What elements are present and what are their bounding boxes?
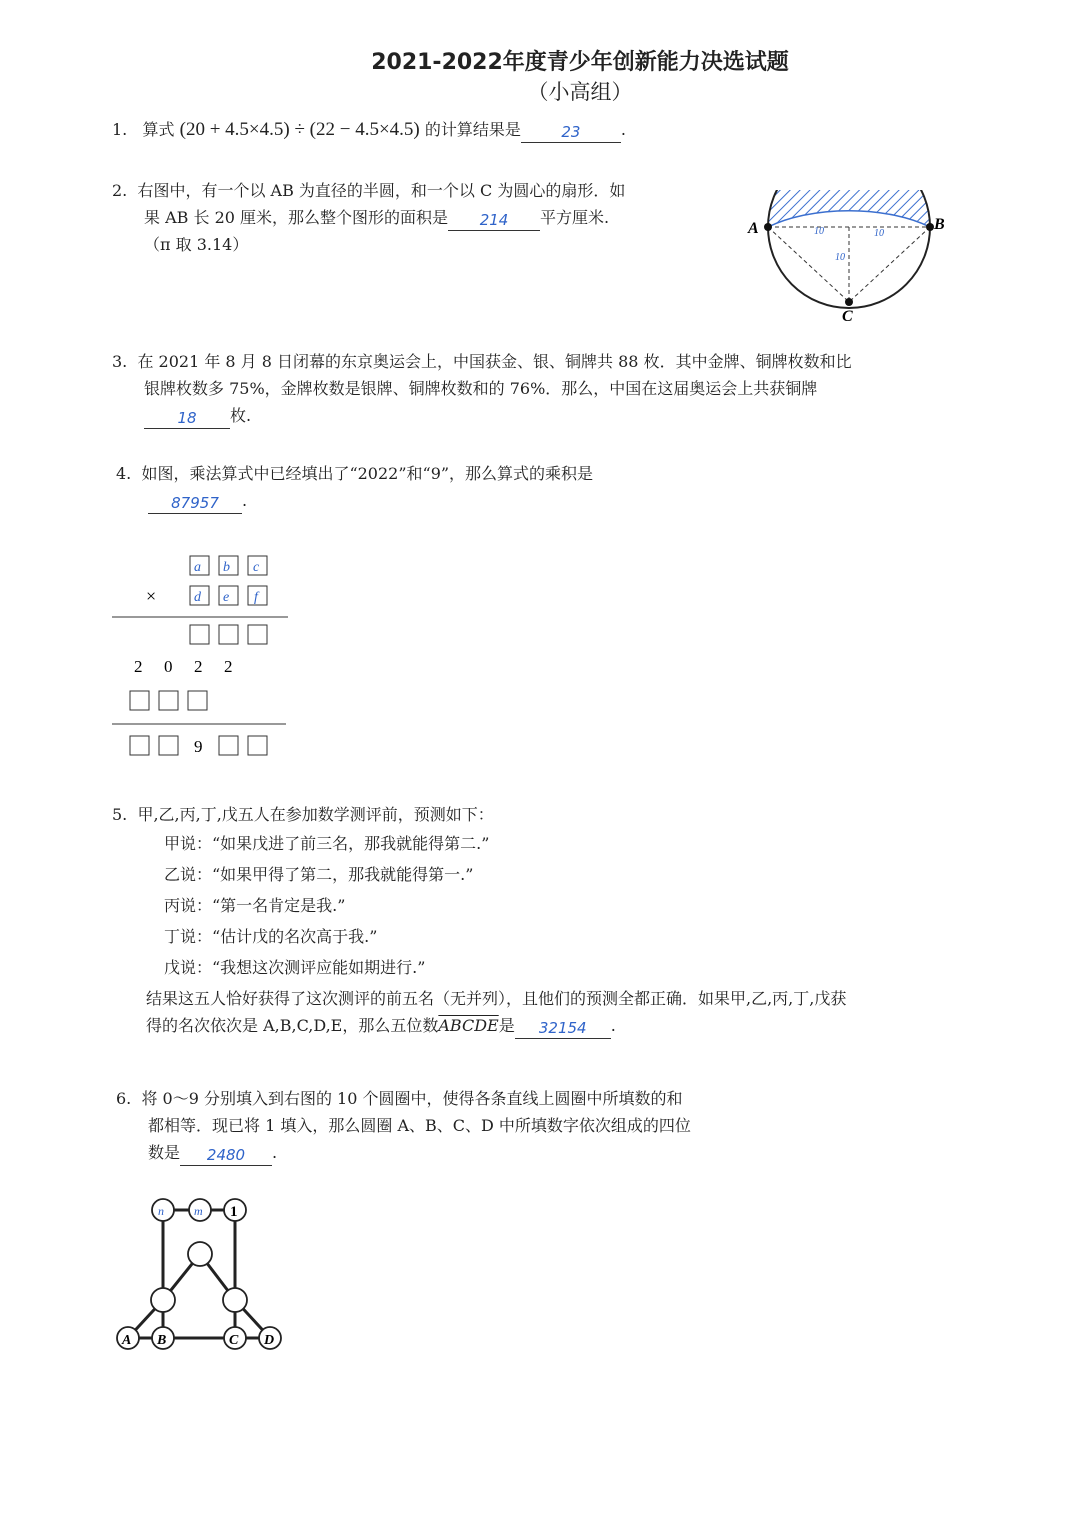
circle-label: D [264, 1333, 275, 1348]
handwritten-answer: 32154 [538, 1019, 587, 1037]
question-text: 是 [498, 1016, 515, 1035]
multiplication-puzzle [108, 550, 308, 765]
partial-product-3 [130, 691, 207, 710]
point-b [926, 223, 934, 231]
semicircle-sector-figure [740, 190, 970, 325]
question-text: 的计算结果是 [424, 120, 521, 139]
box-letter: c [253, 560, 260, 575]
connecting-lines [128, 1210, 270, 1338]
given-digit: 2 [224, 657, 233, 676]
hatched-region [768, 190, 930, 227]
given-digit: 0 [164, 657, 173, 676]
digit-box [219, 625, 238, 644]
question-4 [116, 460, 593, 514]
box-letter: f [254, 590, 258, 605]
point-a [764, 223, 772, 231]
multiplicand-row [190, 556, 267, 575]
given-digit: 2 [194, 657, 203, 676]
box-letter: b [223, 560, 230, 575]
question-3 [112, 348, 852, 429]
question-text: 如图，乘法算式中已经填出了“2022”和“9”，那么算式的乘积是 [141, 464, 594, 483]
question-5 [112, 801, 846, 1039]
circle-label: C [229, 1333, 239, 1348]
statement: 丙说：“第一名肯定是我.” [164, 896, 346, 915]
given-digit: 2 [134, 657, 143, 676]
question-text: 算式 [142, 120, 175, 139]
question-text: 得的名次依次是 A,B,C,D,E，那么五位数 [146, 1016, 439, 1035]
question-text: 果 AB 长 20 厘米，那么整个图形的面积是 [144, 208, 449, 227]
point-c [845, 298, 853, 306]
question-text: 右图中，有一个以 AB 为直径的半圆，和一个以 C 为圆心的扇形．如 [137, 181, 626, 200]
radius-ac [768, 227, 849, 302]
answer-blank [515, 1018, 611, 1039]
semicircle-arc [768, 227, 930, 308]
circle-right-mid [223, 1288, 247, 1312]
answer-blank [521, 122, 621, 143]
question-6 [116, 1085, 691, 1166]
box-letter: a [194, 560, 201, 575]
question-2 [112, 177, 625, 258]
page-title: 2021-2022年度青少年创新能力决选试题 [371, 50, 789, 75]
question-text: 甲,乙,丙,丁,戊五人在参加数学测评前，预测如下： [137, 805, 494, 824]
statement: 甲说：“如果戊进了前三名，那我就能得第二.” [164, 834, 490, 853]
punctuation: . [242, 491, 248, 510]
digit-box [248, 736, 267, 755]
question-text: 数是 [148, 1143, 181, 1162]
punctuation: . [610, 1016, 616, 1035]
question-text: （π 取 3.14） [144, 235, 249, 254]
given-digit: 9 [194, 737, 203, 756]
answer-blank [180, 1145, 272, 1166]
question-1 [112, 116, 626, 143]
length-mark: 10 [835, 252, 845, 263]
question-text: 将 0～9 分别填入到右图的 10 个圆圈中，使得各条直线上圆圈中所填数的和 [141, 1089, 683, 1108]
circle-network-figure [110, 1190, 300, 1360]
digit-box [159, 691, 178, 710]
length-mark: 10 [814, 226, 824, 237]
label-c: C [842, 308, 853, 325]
question-number: 5. [112, 805, 128, 824]
handwritten-answer: 2480 [206, 1146, 246, 1164]
handwritten-answer: 18 [177, 409, 197, 427]
question-number: 2. [112, 181, 128, 200]
question-text: 枚. [230, 406, 252, 425]
statement-list [112, 828, 846, 983]
answer-blank [148, 493, 242, 514]
circle-apex [188, 1242, 212, 1266]
statement: 丁说：“估计戊的名次高于我.” [164, 927, 378, 946]
multiplier-row [190, 586, 267, 605]
radius-bc [849, 227, 930, 302]
answer-blank [144, 408, 230, 429]
formula: (20 + 4.5×4.5) ÷ (22 − 4.5×4.5) [179, 119, 420, 140]
circle-label: A [122, 1333, 132, 1348]
circle-label: n [158, 1204, 164, 1218]
final-product-row [130, 736, 267, 756]
digit-box [130, 736, 149, 755]
circle-left-mid [151, 1288, 175, 1312]
partial-product-2022 [134, 657, 233, 676]
label-b: B [934, 216, 945, 233]
digit-box [130, 691, 149, 710]
circles [117, 1199, 281, 1349]
answer-blank [448, 210, 540, 231]
label-a: A [748, 220, 759, 237]
digit-box [219, 736, 238, 755]
question-text: 结果这五人恰好获得了这次测评的前五名（无并列），且他们的预测全都正确．如果甲,乙,丙,丁,戊获 [146, 989, 847, 1008]
circle-label: m [194, 1204, 203, 1218]
digit-box [248, 625, 267, 644]
circle-label: B [157, 1333, 167, 1348]
digit-box [188, 691, 207, 710]
question-number: 1. [112, 120, 128, 139]
overlined-number: ABCDE [438, 1016, 499, 1035]
question-number: 4. [116, 464, 132, 483]
length-mark: 10 [874, 228, 884, 239]
partial-product-1 [190, 625, 267, 644]
question-text: 都相等．现已将 1 填入，那么圆圈 A、B、C、D 中所填数字依次组成的四位 [148, 1116, 691, 1135]
digit-box [159, 736, 178, 755]
circle-label: 1 [230, 1204, 238, 1220]
times-sign: × [146, 586, 157, 606]
question-text: 在 2021 年 8 月 8 日闭幕的东京奥运会上，中国获金、银、铜牌共 88 枚．其中金牌、铜牌枚数和比 [137, 352, 852, 371]
handwritten-answer: 214 [479, 211, 509, 229]
statement: 戊说：“我想这次测评应能如期进行.” [164, 958, 426, 977]
page-subtitle: （小高组） [527, 80, 633, 104]
statement: 乙说：“如果甲得了第二，那我就能得第一.” [164, 865, 474, 884]
punctuation: . [272, 1143, 278, 1162]
handwritten-answer: 23 [561, 123, 581, 141]
question-number: 3. [112, 352, 128, 371]
box-letter: e [223, 590, 230, 605]
box-letter: d [194, 590, 201, 605]
punctuation: . [620, 120, 626, 139]
digit-box [190, 625, 209, 644]
question-text: 平方厘米. [540, 208, 610, 227]
question-number: 6. [116, 1089, 132, 1108]
question-text: 银牌枚数多 75%，金牌枚数是银牌、铜牌枚数和的 76%．那么，中国在这届奥运会上共获铜牌 [144, 379, 818, 398]
handwritten-answer: 87957 [171, 494, 219, 512]
